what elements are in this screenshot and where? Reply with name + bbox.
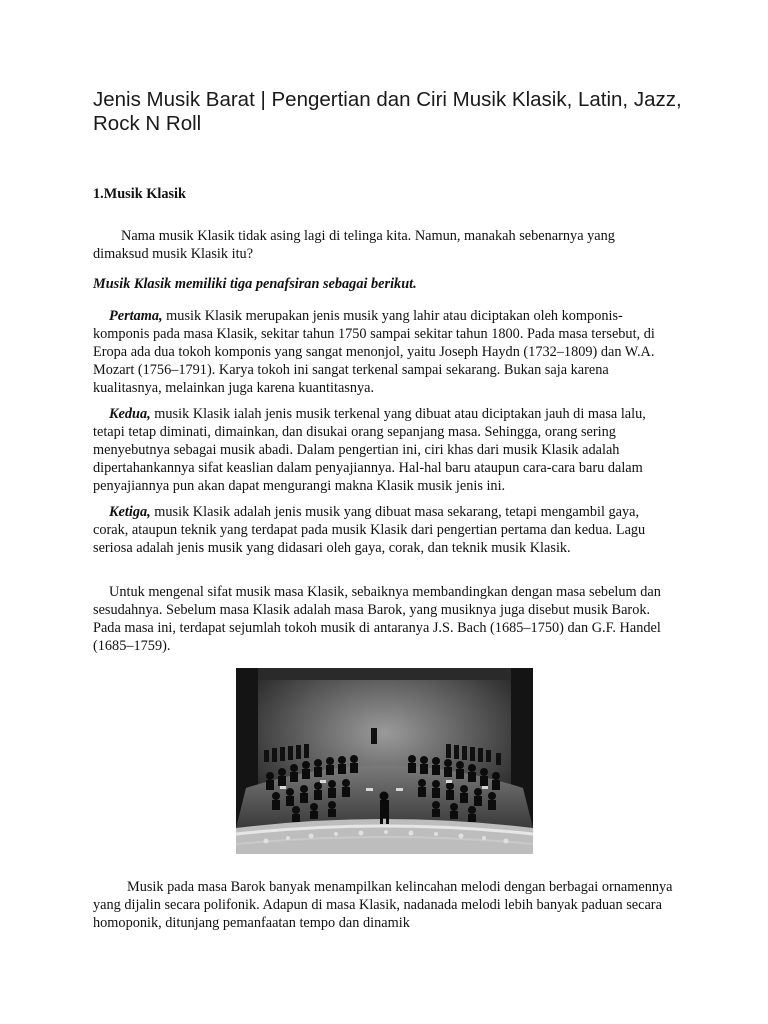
intro-paragraph: Nama musik Klasik tidak asing lagi di telinga kita. Namun, manakah sebenarnya yang dimaksud musik Klasik itu?	[93, 228, 615, 262]
paragraph-lead: Kedua,	[109, 406, 151, 422]
interpretations-heading: Musik Klasik memiliki tiga penafsiran sebagai berikut.	[93, 276, 417, 292]
paragraph-ketiga	[93, 503, 673, 557]
paragraph-body: musik Klasik adalah jenis musik yang dibuat masa sekarang, tetapi mengambil gaya, corak, ataupun teknik yang terdapat pada musik Klasik dari pengertian pertama dan kedua. Lagu seriosa adalah jenis musik yang didasari oleh gaya, corak, dan teknik musik Klasik.	[93, 504, 646, 556]
paragraph-body: musik Klasik merupakan jenis musik yang lahir atau diciptakan oleh komponis-komponis pada masa Klasik, sekitar tahun 1750 sampai sekitar tahun 1800. Pada masa tersebut, di Eropa ada dua tokoh komponis yang sangat menonjol, yaitu Joseph Haydn (1732–1809) dan W.A. Mozart (1756–1791). Karya tokoh ini sangat terkenal sampai sekarang. Bukan saja karena kualitasnya, melainkan juga karena kuantitasnya.	[93, 308, 655, 396]
orchestra-illustration	[236, 668, 533, 854]
section-heading: 1.Musik Klasik	[93, 186, 186, 202]
paragraph-body: musik Klasik ialah jenis musik terkenal yang dibuat atau diciptakan jauh di masa lalu, tetapi tetap diminati, dimainkan, dan disukai orang sepanjang masa. Sehingga, orang sering menyebutnya sebagai musik abadi. Dalam pengertian ini, ciri khas dari musik Klasik adalah dipertahankannya sifat keaslian dalam penyajiannya. Hal-hal baru ataupun cara-cara baru dalam penyajiannya pun akan dapat mengurangi makna Klasik musik jenis ini.	[93, 406, 646, 494]
paragraph-kedua	[93, 405, 673, 495]
orchestra-photo	[236, 668, 533, 854]
paragraph-untuk: Untuk mengenal sifat musik masa Klasik, sebaiknya membandingkan dengan masa sebelum dan sesudahnya. Sebelum masa Klasik adalah masa Barok, yang musiknya juga disebut musik Barok. Pada masa ini, terdapat sejumlah tokoh musik di antaranya J.S. Bach (1685–1750) dan G.F. Handel (1685–1759).	[93, 584, 661, 654]
paragraph-pertama	[93, 307, 673, 397]
paragraph-barok: Musik pada masa Barok banyak menampilkan kelincahan melodi dengan berbagai ornamennya yang dijalin secara polifonik. Adapun di masa Klasik, nadanada melodi lebih banyak paduan secara homoponik, ditunjang pemanfaatan tempo dan dinamik	[93, 879, 673, 931]
paragraph-lead: Ketiga,	[109, 504, 151, 520]
page-title: Jenis Musik Barat | Pengertian dan Ciri Musik Klasik, Latin, Jazz, Rock N Roll	[93, 88, 682, 135]
paragraph-lead: Pertama,	[109, 308, 163, 324]
